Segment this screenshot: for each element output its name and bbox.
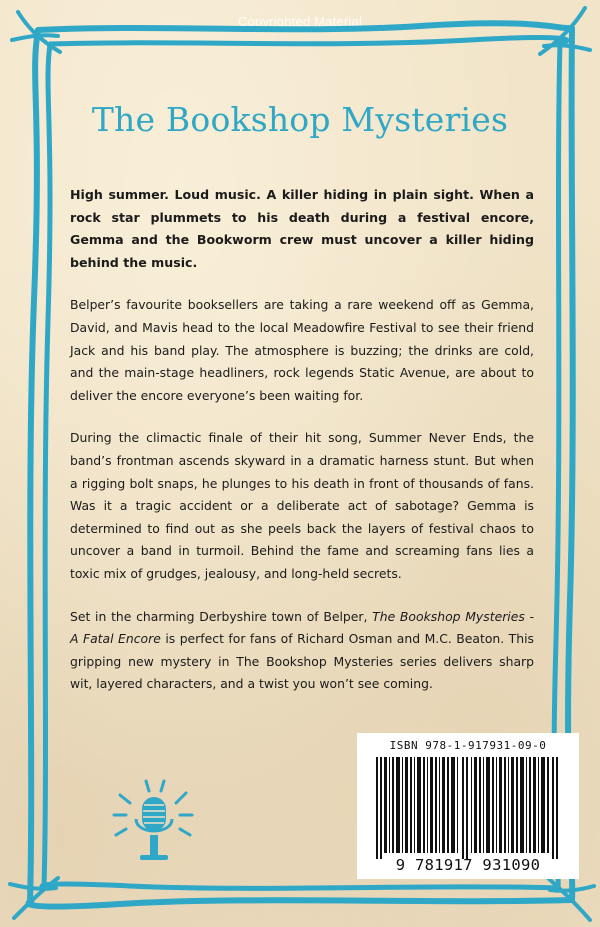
paragraph-3-intro: Set in the charming Derbyshire town of Belper, <box>70 608 373 624</box>
tagline: High summer. Loud music. A killer hiding in plain sight. When a rock star plummets to his death during a festival encore, Gemma and the Bookworm crew must uncover a killer hiding behind the music. <box>70 187 534 270</box>
barcode-bars <box>376 757 560 859</box>
isbn-label: ISBN 978-1-917931-09-0 <box>389 739 547 752</box>
series-title: The Bookshop Mysteries <box>91 100 509 139</box>
blurb-paragraph-1: Belper’s favourite booksellers are taking a rare weekend off as Gemma, David, and Mavis head to the local Meadowfire Festival to see their friend Jack and his band play. The atmosphere is buzzing; the drinks are cold, and the main-stage headliners, rock legends Static Avenue, are about to deliver the encore everyone’s been waiting for. <box>70 297 534 403</box>
blurb-paragraph-3 <box>70 606 534 696</box>
paragraph-3-outro: is perfect for fans of Richard Osman and M.C. Beaton. This gripping new mystery in The Bookshop Mysteries series delivers sharp wit, layered characters, and a twist you won’t see coming. <box>70 631 535 692</box>
book-title: The Bookshop Mysteries - A Fatal Encore <box>70 608 534 647</box>
blurb-paragraph-2: During the climactic finale of their hit song, Summer Never Ends, the band’s frontman ascends skyward in a dramatic harness stunt. But when a rigging bolt snaps, he plunges to his death in front of thousands of fans. Was it a tragic accident or a deliberate act of sabotage? Gemma is determined to find out as she peels back the layers of festival chaos to uncover a band in turmoil. Behind the fame and screaming fans lies a toxic mix of grudges, jealousy, and long-held secrets. <box>70 430 534 581</box>
isbn-barcode <box>357 733 579 879</box>
isbn-digits: 9 781917 931090 <box>395 856 541 874</box>
blurb <box>70 184 534 716</box>
microphone-icon <box>106 775 202 871</box>
copyright-watermark: Copyrighted Material <box>238 14 362 29</box>
